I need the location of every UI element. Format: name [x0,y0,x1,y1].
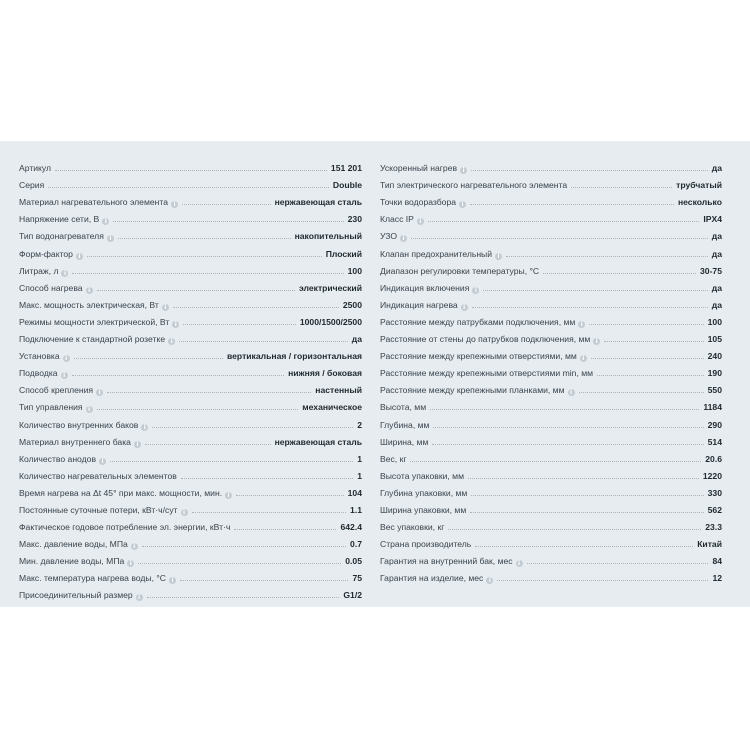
info-icon[interactable] [96,389,103,396]
spec-label: Мин. давление воды, МПа [19,556,125,567]
spec-row [380,328,722,345]
spec-row [380,362,722,379]
info-icon[interactable] [86,406,93,413]
dotted-leader [471,170,708,171]
spec-row [19,584,362,601]
spec-label: Высота, мм [380,402,427,413]
spec-value: да [711,282,722,293]
spec-value: 1000/1500/2500 [299,316,362,327]
dotted-leader [48,187,329,188]
spec-label: Расстояние между крепежными отверстиями min, мм [380,368,594,379]
spec-value: да [711,163,722,174]
dotted-leader [433,427,703,428]
spec-label: Страна производитель [380,539,472,550]
spec-column-right [380,157,722,584]
spec-value: да [711,248,722,259]
spec-label: Способ нагрева [19,282,83,293]
dotted-leader [483,290,707,291]
info-icon[interactable] [461,304,468,311]
spec-label: Подключение к стандартной розетке [19,334,166,345]
spec-row [19,174,362,191]
spec-value: 1220 [702,470,722,481]
dotted-leader [589,324,703,325]
info-icon[interactable] [578,321,585,328]
spec-label: Напряжение сети, В [19,214,100,225]
spec-value: 84 [712,556,722,567]
spec-label: Расстояние между крепежными отверстиями, мм [380,351,577,362]
dotted-leader [97,409,299,410]
spec-value: 75 [352,573,362,584]
spec-row [19,294,362,311]
dotted-leader [579,392,704,393]
dotted-leader [571,187,672,188]
spec-row [380,396,722,413]
dotted-leader [87,256,322,257]
spec-value: трубчатый [676,180,722,191]
info-icon[interactable] [61,270,68,277]
spec-label: Литраж, л [19,265,59,276]
dotted-leader [55,170,327,171]
dotted-leader [470,512,703,513]
spec-value: 23.3 [705,522,722,533]
spec-label: Клапан предохранительный [380,248,493,259]
spec-label: Количество нагревательных элементов [19,470,177,481]
spec-value: Плоский [325,248,362,259]
dotted-leader [432,444,703,445]
spec-value: нержавеющая сталь [274,436,362,447]
spec-label: Время нагрева на Δt 45° при макс. мощности, мин. [19,487,223,498]
info-icon[interactable] [102,218,109,225]
dotted-leader [470,204,674,205]
spec-label: Постоянные суточные потери, кВт·ч/сут [19,504,178,515]
dotted-leader [236,495,344,496]
dotted-leader [411,238,708,239]
dotted-leader [192,512,346,513]
spec-value: да [711,299,722,310]
spec-value: вертикальная / горизонтальная [226,351,362,362]
spec-row [19,533,362,550]
spec-row [19,311,362,328]
spec-label: УЗО [380,231,398,242]
spec-label: Присоединительный размер [19,590,133,601]
spec-row [380,379,722,396]
info-icon[interactable] [141,424,148,431]
spec-value: 151 201 [330,163,362,174]
dotted-leader [152,427,353,428]
dotted-leader [527,563,709,564]
dotted-leader [448,529,701,530]
spec-label: Вес упаковки, кг [380,522,445,533]
spec-row [19,208,362,225]
spec-label: Тип электрического нагревательного элемента [380,180,568,191]
spec-row [19,550,362,567]
spec-row [380,191,722,208]
spec-row [19,465,362,482]
info-icon[interactable] [459,201,466,208]
info-icon[interactable] [127,560,134,567]
spec-row [380,448,722,465]
spec-value: механическое [302,402,362,413]
info-icon[interactable] [181,509,188,516]
dotted-leader [604,341,703,342]
dotted-leader [97,290,295,291]
spec-row [380,465,722,482]
spec-row [19,328,362,345]
spec-row [380,431,722,448]
spec-row [19,242,362,259]
spec-value: 642.4 [340,522,362,533]
info-icon[interactable] [516,560,523,567]
info-icon[interactable] [460,167,467,174]
dotted-leader [468,478,699,479]
spec-row [19,448,362,465]
spec-value: IPX4 [703,214,722,225]
spec-row [380,294,722,311]
spec-label: Высота упаковки, мм [380,470,464,481]
spec-label: Макс. давление воды, МПа [19,539,128,550]
spec-value: 290 [707,419,722,430]
dotted-leader [506,256,708,257]
dotted-leader [180,580,348,581]
dotted-leader [145,444,271,445]
spec-row [380,413,722,430]
dotted-leader [181,478,353,479]
spec-column-left [19,157,362,601]
spec-label: Ускоренный нагрев [380,163,458,174]
dotted-leader [118,238,291,239]
spec-value: 20.6 [705,453,722,464]
spec-value: 100 [707,316,722,327]
info-icon[interactable] [99,458,106,465]
spec-row [380,516,722,533]
spec-row [380,260,722,277]
spec-row [380,242,722,259]
info-icon[interactable] [400,235,407,242]
spec-label: Артикул [19,163,52,174]
spec-row [380,277,722,294]
spec-label: Тип водонагревателя [19,231,104,242]
dotted-leader [472,307,708,308]
spec-value: накопительный [294,231,362,242]
spec-value: 105 [707,334,722,345]
dotted-leader [182,204,271,205]
spec-row [380,225,722,242]
dotted-leader [74,358,223,359]
spec-row [380,311,722,328]
dotted-leader [543,273,696,274]
spec-label: Глубина, мм [380,419,430,430]
spec-label: Подводка [19,368,58,379]
info-icon[interactable] [76,253,83,260]
spec-value: 1 [357,453,362,464]
spec-label: Форм-фактор [19,248,73,259]
spec-label: Количество внутренних баков [19,419,139,430]
info-icon[interactable] [417,218,424,225]
dotted-leader [183,324,296,325]
spec-value: нижняя / боковая [288,368,362,379]
info-icon[interactable] [86,287,93,294]
spec-row [380,567,722,584]
spec-row [19,225,362,242]
spec-value: 0.05 [345,556,362,567]
spec-label: Количество анодов [19,453,97,464]
spec-value: да [711,231,722,242]
spec-row [19,413,362,430]
dotted-leader [234,529,336,530]
spec-label: Фактическое годовое потребление эл. энергии, кВт·ч [19,522,231,533]
dotted-leader [147,597,340,598]
spec-label: Вес, кг [380,453,407,464]
spec-value: 12 [712,573,722,584]
info-icon[interactable] [225,492,232,499]
spec-row [19,516,362,533]
dotted-leader [72,375,284,376]
info-icon[interactable] [171,201,178,208]
spec-row [19,157,362,174]
spec-row [19,431,362,448]
spec-value: да [351,334,362,345]
spec-label: Режимы мощности электрической, Вт [19,316,170,327]
spec-value: 514 [707,436,722,447]
spec-row [19,379,362,396]
spec-value: 562 [707,504,722,515]
spec-row [19,396,362,413]
info-icon[interactable] [162,304,169,311]
spec-value: 2 [357,419,362,430]
spec-value: G1/2 [343,590,362,601]
spec-value: 104 [347,487,362,498]
spec-label: Индикация включения [380,282,470,293]
info-icon[interactable] [107,235,114,242]
info-icon[interactable] [134,441,141,448]
info-icon[interactable] [593,338,600,345]
spec-value: 1184 [703,402,722,413]
dotted-leader [591,358,704,359]
spec-row [380,208,722,225]
dotted-leader [113,221,343,222]
spec-value: 100 [347,265,362,276]
info-icon[interactable] [168,338,175,345]
spec-label: Расстояние между патрубками подключения, мм [380,316,576,327]
spec-label: Макс. температура нагрева воды, °С [19,573,166,584]
spec-label: Точки водоразбора [380,197,457,208]
spec-row [380,499,722,516]
spec-label: Тип управления [19,402,83,413]
spec-value: настенный [315,385,362,396]
dotted-leader [471,495,703,496]
spec-value: 550 [707,385,722,396]
spec-row [380,174,722,191]
spec-value: электрический [298,282,362,293]
spec-label: Расстояние между крепежными планками, мм [380,385,565,396]
spec-row [19,567,362,584]
info-icon[interactable] [131,543,138,550]
spec-row [380,533,722,550]
dotted-leader [430,409,699,410]
spec-label: Индикация нагрева [380,299,458,310]
spec-label: Способ крепления [19,385,94,396]
spec-value: Китай [697,539,722,550]
dotted-leader [179,341,348,342]
spec-row [19,277,362,294]
spec-row [380,482,722,499]
dotted-leader [475,546,693,547]
spec-value: 240 [707,351,722,362]
dotted-leader [597,375,704,376]
spec-label: Расстояние от стены до патрубков подключения, мм [380,334,591,345]
spec-value: 1 [357,470,362,481]
dotted-leader [142,546,346,547]
spec-label: Материал внутреннего бака [19,436,131,447]
info-icon[interactable] [495,253,502,260]
spec-value: 30-75 [700,265,722,276]
spec-label: Гарантия на внутренний бак, мес [380,556,513,567]
info-icon[interactable] [169,577,176,584]
dotted-leader [138,563,341,564]
spec-label: Ширина, мм [380,436,429,447]
spec-label: Глубина упаковки, мм [380,487,468,498]
dotted-leader [497,580,708,581]
spec-value: 330 [707,487,722,498]
info-icon[interactable] [568,389,575,396]
info-icon[interactable] [472,287,479,294]
specifications-panel [0,141,750,607]
spec-row [380,550,722,567]
spec-value: 0.7 [350,539,362,550]
spec-label: Серия [19,180,45,191]
spec-value: 230 [347,214,362,225]
spec-row [380,157,722,174]
spec-label: Диапазон регулировки температуры, °С [380,265,540,276]
spec-value: 2500 [342,299,362,310]
dotted-leader [410,461,701,462]
spec-label: Гарантия на изделие, мес [380,573,484,584]
spec-value: нержавеющая сталь [274,197,362,208]
dotted-leader [107,392,311,393]
info-icon[interactable] [61,372,68,379]
spec-label: Класс IP [380,214,414,225]
dotted-leader [110,461,353,462]
dotted-leader [72,273,343,274]
spec-value: несколько [677,197,722,208]
spec-row [19,482,362,499]
spec-row [380,345,722,362]
spec-label: Ширина упаковки, мм [380,504,467,515]
spec-row [19,260,362,277]
spec-row [19,191,362,208]
spec-row [19,499,362,516]
spec-value: Double [332,180,362,191]
spec-label: Установка [19,351,60,362]
spec-label: Материал нагревательного элемента [19,197,169,208]
spec-value: 190 [707,368,722,379]
dotted-leader [428,221,699,222]
spec-value: 1.1 [350,504,362,515]
spec-row [19,362,362,379]
info-icon[interactable] [580,355,587,362]
info-icon[interactable] [136,594,143,601]
spec-row [19,345,362,362]
info-icon[interactable] [63,355,70,362]
spec-label: Макс. мощность электрическая, Вт [19,299,159,310]
info-icon[interactable] [486,577,493,584]
dotted-leader [173,307,339,308]
info-icon[interactable] [172,321,179,328]
